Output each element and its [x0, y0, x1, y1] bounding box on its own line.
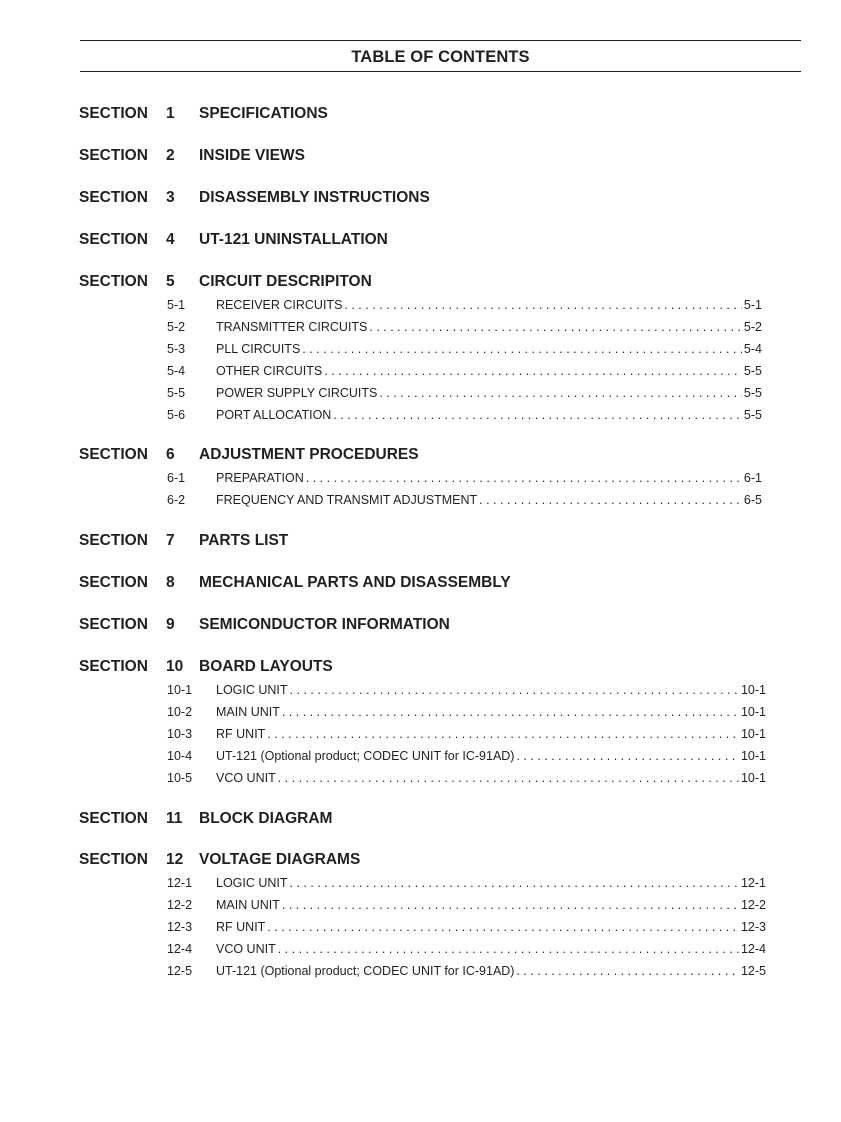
subsection-entry[interactable] — [0, 746, 841, 768]
page-number: 12-2 — [740, 898, 766, 912]
section-heading[interactable] — [0, 532, 841, 552]
section-number: 4 — [166, 231, 175, 248]
subsection-number: 10-5 — [167, 771, 193, 785]
page-number: 10-1 — [740, 683, 766, 697]
section-number: 3 — [166, 189, 175, 206]
section-title: INSIDE VIEWS — [199, 147, 305, 164]
subsection-entry[interactable] — [0, 383, 841, 405]
section-number: 6 — [166, 446, 175, 463]
section-title: PARTS LIST — [199, 532, 289, 549]
section-title: ADJUSTMENT PROCEDURES — [199, 446, 419, 463]
page-number: 12-4 — [740, 942, 766, 956]
toc-section-9 — [0, 616, 841, 636]
subsection-number: 10-4 — [167, 749, 193, 763]
section-label: SECTION — [79, 231, 148, 248]
dot-leader — [278, 771, 739, 785]
subsection-entry[interactable] — [0, 895, 841, 917]
subsection-title: RF UNIT — [216, 727, 266, 741]
dot-leader — [379, 386, 742, 400]
subsection-title: TRANSMITTER CIRCUITS — [216, 320, 368, 334]
dot-leader — [324, 364, 742, 378]
subsection-list — [0, 295, 841, 427]
section-heading[interactable] — [0, 446, 841, 466]
dot-leader — [282, 705, 739, 719]
subsection-title: MAIN UNIT — [216, 898, 280, 912]
page-number: 12-3 — [740, 920, 766, 934]
section-heading[interactable] — [0, 574, 841, 594]
subsection-title: FREQUENCY AND TRANSMIT ADJUSTMENT — [216, 493, 478, 507]
dot-leader — [267, 727, 739, 741]
section-number: 7 — [166, 532, 175, 549]
toc-section-11 — [0, 810, 841, 830]
section-heading[interactable] — [0, 189, 841, 209]
dot-leader — [267, 920, 739, 934]
section-number: 11 — [166, 810, 183, 827]
subsection-title: PORT ALLOCATION — [216, 408, 332, 422]
subsection-number: 12-2 — [167, 898, 193, 912]
dot-leader — [516, 749, 738, 763]
dot-leader — [290, 683, 739, 697]
subsection-entry[interactable] — [0, 317, 841, 339]
toc-section-4 — [0, 231, 841, 251]
subsection-title: OTHER CIRCUITS — [216, 364, 323, 378]
subsection-title: VCO UNIT — [216, 942, 276, 956]
section-title: SPECIFICATIONS — [199, 105, 328, 122]
subsection-title: PREPARATION — [216, 471, 304, 485]
section-label: SECTION — [79, 532, 148, 549]
subsection-entry[interactable] — [0, 961, 841, 983]
section-label: SECTION — [79, 189, 148, 206]
subsection-number: 12-4 — [167, 942, 193, 956]
toc-section-10 — [0, 658, 841, 790]
subsection-number: 6-2 — [167, 493, 186, 507]
subsection-line — [216, 727, 766, 741]
subsection-entry[interactable] — [0, 873, 841, 895]
page-number: 5-5 — [743, 386, 762, 400]
subsection-title: PLL CIRCUITS — [216, 342, 301, 356]
section-title: DISASSEMBLY INSTRUCTIONS — [199, 189, 430, 206]
toc-section-8 — [0, 574, 841, 594]
subsection-line — [216, 964, 766, 978]
dot-leader — [369, 320, 742, 334]
subsection-number: 5-2 — [167, 320, 186, 334]
subsection-line — [216, 705, 766, 719]
subsection-title: UT-121 (Optional product; CODEC UNIT for IC-91AD) — [216, 749, 515, 763]
section-heading[interactable] — [0, 105, 841, 125]
subsection-number: 5-3 — [167, 342, 186, 356]
section-title: CIRCUIT DESCRIPITON — [199, 273, 372, 290]
dot-leader — [302, 342, 742, 356]
subsection-entry[interactable] — [0, 939, 841, 961]
subsection-line — [216, 471, 762, 485]
toc-section-6 — [0, 446, 841, 512]
page-number: 5-1 — [743, 298, 762, 312]
page-number: 5-4 — [743, 342, 762, 356]
section-title: VOLTAGE DIAGRAMS — [199, 851, 361, 868]
subsection-number: 10-3 — [167, 727, 193, 741]
section-heading[interactable] — [0, 147, 841, 167]
subsection-number: 12-1 — [167, 876, 193, 890]
section-label: SECTION — [79, 105, 148, 122]
section-heading[interactable] — [0, 851, 841, 871]
subsection-number: 5-5 — [167, 386, 186, 400]
dot-leader — [333, 408, 742, 422]
section-title: SEMICONDUCTOR INFORMATION — [199, 616, 450, 633]
dot-leader — [278, 942, 739, 956]
subsection-entry[interactable] — [0, 295, 841, 317]
page-number: 10-1 — [740, 749, 766, 763]
section-title: BOARD LAYOUTS — [199, 658, 333, 675]
title-underline-rule — [80, 71, 801, 72]
subsection-title: RF UNIT — [216, 920, 266, 934]
subsection-line — [216, 942, 766, 956]
subsection-title: MAIN UNIT — [216, 705, 280, 719]
subsection-title: VCO UNIT — [216, 771, 276, 785]
subsection-number: 12-5 — [167, 964, 193, 978]
subsection-line — [216, 749, 766, 763]
page-number: 12-1 — [740, 876, 766, 890]
subsection-line — [216, 898, 766, 912]
subsection-title: UT-121 (Optional product; CODEC UNIT for IC-91AD) — [216, 964, 515, 978]
subsection-entry[interactable] — [0, 702, 841, 724]
section-heading[interactable] — [0, 810, 841, 830]
subsection-entry[interactable] — [0, 680, 841, 702]
page-number: 6-5 — [743, 493, 762, 507]
page-number: 10-1 — [740, 705, 766, 719]
page-number: 6-1 — [743, 471, 762, 485]
subsection-number: 10-1 — [167, 683, 193, 697]
subsection-entry[interactable] — [0, 768, 841, 790]
subsection-entry[interactable] — [0, 490, 841, 512]
toc-section-2 — [0, 147, 841, 167]
section-heading[interactable] — [0, 658, 841, 678]
section-heading[interactable] — [0, 616, 841, 636]
section-number: 1 — [166, 105, 175, 122]
subsection-title: LOGIC UNIT — [216, 683, 288, 697]
section-number: 12 — [166, 851, 184, 868]
section-title: BLOCK DIAGRAM — [199, 810, 333, 827]
page-number: 5-5 — [743, 364, 762, 378]
section-label: SECTION — [79, 810, 148, 827]
subsection-line — [216, 493, 762, 507]
section-label: SECTION — [79, 658, 148, 675]
page-number: 12-5 — [740, 964, 766, 978]
page-number: 5-2 — [743, 320, 762, 334]
section-number: 5 — [166, 273, 175, 290]
subsection-line — [216, 364, 762, 378]
section-number: 8 — [166, 574, 175, 591]
subsection-list — [0, 468, 841, 512]
subsection-number: 5-1 — [167, 298, 186, 312]
subsection-line — [216, 298, 762, 312]
subsection-number: 5-4 — [167, 364, 186, 378]
section-label: SECTION — [79, 616, 148, 633]
toc-section-1 — [0, 105, 841, 125]
subsection-line — [216, 771, 766, 785]
section-label: SECTION — [79, 446, 148, 463]
subsection-title: POWER SUPPLY CIRCUITS — [216, 386, 378, 400]
page-number: 5-5 — [743, 408, 762, 422]
dot-leader — [306, 471, 742, 485]
dot-leader — [516, 964, 738, 978]
section-title: UT-121 UNINSTALLATION — [199, 231, 388, 248]
toc-section-12 — [0, 851, 841, 983]
section-number: 2 — [166, 147, 175, 164]
subsection-line — [216, 342, 762, 356]
subsection-entry[interactable] — [0, 468, 841, 490]
section-heading[interactable] — [0, 231, 841, 251]
subsection-title: RECEIVER CIRCUITS — [216, 298, 343, 312]
section-number: 10 — [166, 658, 184, 675]
dot-leader — [290, 876, 739, 890]
subsection-number: 10-2 — [167, 705, 193, 719]
section-label: SECTION — [79, 851, 148, 868]
section-title: MECHANICAL PARTS AND DISASSEMBLY — [199, 574, 511, 591]
subsection-entry[interactable] — [0, 724, 841, 746]
dot-leader — [479, 493, 742, 507]
subsection-list — [0, 680, 841, 790]
subsection-number: 12-3 — [167, 920, 193, 934]
top-rule — [80, 40, 801, 41]
subsection-entry[interactable] — [0, 405, 841, 427]
page-title: TABLE OF CONTENTS — [351, 48, 530, 66]
subsection-line — [216, 920, 766, 934]
toc-section-7 — [0, 532, 841, 552]
dot-leader — [344, 298, 742, 312]
subsection-line — [216, 320, 762, 334]
subsection-number: 6-1 — [167, 471, 186, 485]
subsection-line — [216, 386, 762, 400]
dot-leader — [282, 898, 739, 912]
subsection-entry[interactable] — [0, 917, 841, 939]
subsection-list — [0, 873, 841, 983]
page-number: 10-1 — [740, 727, 766, 741]
section-heading[interactable] — [0, 273, 841, 293]
section-label: SECTION — [79, 147, 148, 164]
section-label: SECTION — [79, 273, 148, 290]
subsection-line — [216, 876, 766, 890]
toc-section-5 — [0, 273, 841, 427]
subsection-entry[interactable] — [0, 339, 841, 361]
subsection-entry[interactable] — [0, 361, 841, 383]
subsection-line — [216, 683, 766, 697]
page-number: 10-1 — [740, 771, 766, 785]
section-label: SECTION — [79, 574, 148, 591]
subsection-line — [216, 408, 762, 422]
toc-section-3 — [0, 189, 841, 209]
subsection-title: LOGIC UNIT — [216, 876, 288, 890]
section-number: 9 — [166, 616, 175, 633]
subsection-number: 5-6 — [167, 408, 186, 422]
